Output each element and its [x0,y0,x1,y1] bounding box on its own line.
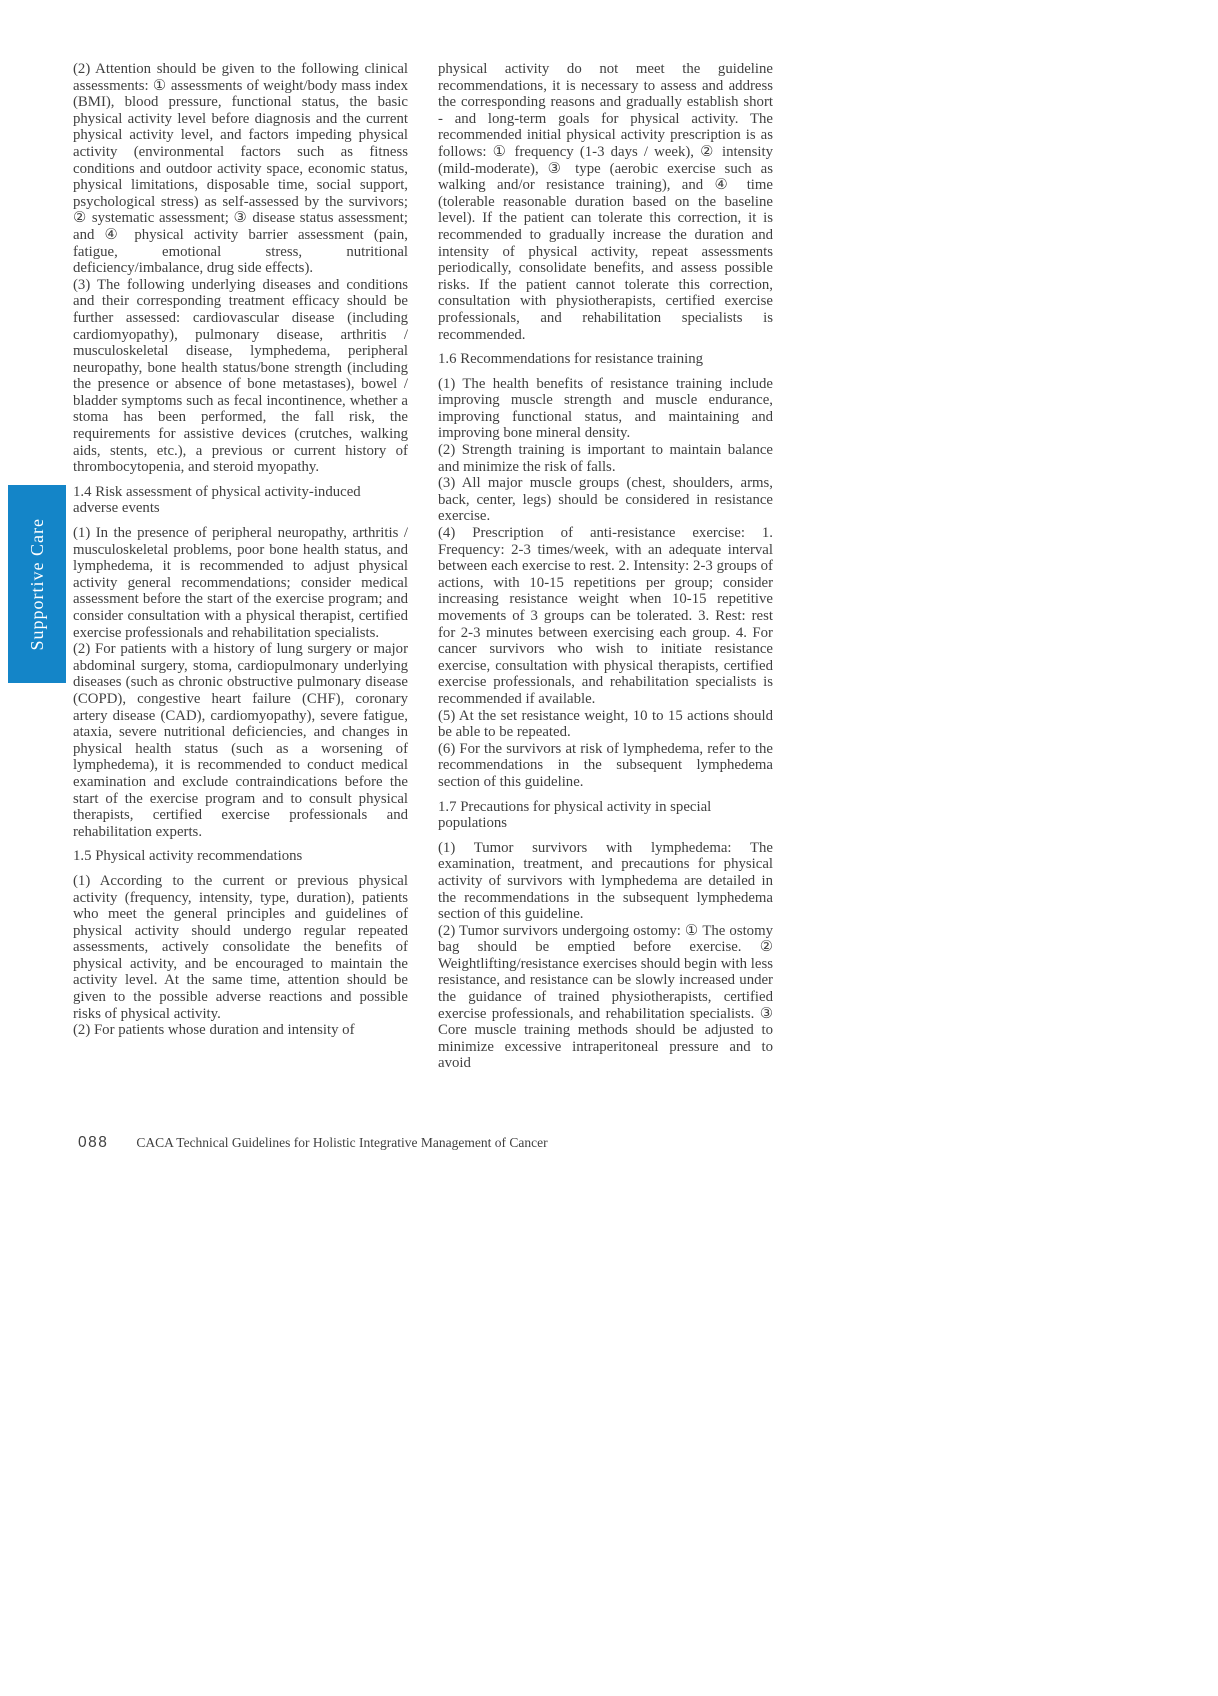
footer-title: CACA Technical Guidelines for Holistic Integrative Management of Cancer [136,1135,548,1150]
chapter-tab-label: Supportive Care [26,517,47,651]
body-paragraph: (1) The health benefits of resistance training include improving muscle strength and muscle endurance, improving functional status, and maintaining and improving bone mineral density. [438,375,773,442]
body-paragraph: physical activity do not meet the guideline recommendations, it is necessary to assess and address the corresponding reasons and gradually establish short - and long-term goals for physical activity. The recommended initial physical activity prescription is as follows: ① frequency (1-3 days / week), ② intensity (mild-moderate), ③ type (aerobic exercise such as walking and/or resistance training), and ④ time (tolerable reasonable duration based on the baseline level). If the patient can tolerate this correction, it is recommended to gradually increase the duration and intensity of physical activity, repeat assessments periodically, consolidate benefits, and assess possible risks. If the patient cannot tolerate this correction, consultation with physiotherapists, certified exercise professionals, and rehabilitation specialists is recommended. [438,61,773,343]
right-column [438,61,773,1072]
section-heading: 1.4 Risk assessment of physical activity-induced adverse events [73,483,361,517]
body-paragraph: (1) In the presence of peripheral neuropathy, arthritis / musculoskeletal problems, poor bone health status, and lymphedema, it is recommended to adjust physical activity general recommendations; consider medical assessment before the start of the exercise program; and consider consultation with a physical therapist, certified exercise professionals and rehabilitation specialists. [73,525,408,641]
body-paragraph: (2) Strength training is important to maintain balance and minimize the risk of falls. [438,442,773,475]
body-paragraph: (3) The following underlying diseases and conditions and their corresponding treatment efficacy should be further assessed: cardiovascular disease (including cardiomyopathy), pulmonary disease, arthritis / musculoskeletal disease, lymphedema, peripheral neuropathy, bone health status/bone strength (including the presence or absence of bone metastases), bowel / bladder symptoms such as fecal incontinence, whether a stoma has been performed, the fall risk, the requirements for assistive devices (crutches, walking aids, stents, etc.), a previous or current history of thrombocytopenia, and steroid myopathy. [73,276,408,476]
body-paragraph: (2) For patients whose duration and intensity of [73,1022,355,1039]
body-paragraph: (6) For the survivors at risk of lymphedema, refer to the recommendations in the subsequent lymphedema section of this guideline. [438,740,773,790]
body-paragraph: (3) All major muscle groups (chest, shoulders, arms, back, center, legs) should be considered in resistance exercise. [438,475,773,525]
body-paragraph: (4) Prescription of anti-resistance exercise: 1. Frequency: 2-3 times/week, with an adequate interval between each exercise to rest. 2. Intensity: 2-3 groups of actions, with 10-15 repetitions per group; consider increasing resistance weight when 10-15 repetitive movements of 3 groups can be tolerated. 3. Rest: rest for 2-3 minutes between exercising each group. 4. For cancer survivors who wish to initiate resistance exercise, consultation with physical therapists, certified exercise professionals, and rehabilitation specialists is recommended if available. [438,525,773,707]
left-column [73,61,408,1072]
body-paragraph: (1) Tumor survivors with lymphedema: The examination, treatment, and precautions for physical activity of survivors with lymphedema are detailed in the recommendations in the subsequent lymphedema section of this guideline. [438,839,773,923]
two-column-text [73,61,773,1072]
body-paragraph: (2) Attention should be given to the following clinical assessments: ① assessments of weight/body mass index (BMI), blood pressure, functional status, the basic physical activity level before diagnosis and the current physical activity level, and factors impeding physical activity (environmental factors such as fitness conditions and outdoor activity space, economic status, physical limitations, disposable time, social support, psychological stress) as self-assessed by the survivors; ② systematic assessment; ③ disease status assessment; and ④ physical activity barrier assessment (pain, fatigue, emotional stress, nutritional deficiency/imbalance, drug side effects). [73,61,408,277]
body-paragraph: (2) For patients with a history of lung surgery or major abdominal surgery, stoma, cardiopulmonary underlying diseases (such as chronic obstructive pulmonary disease (COPD), congestive heart failure (CHF), coronary artery disease (CAD), cardiomyopathy), severe fatigue, ataxia, severe nutritional deficiencies, and changes in physical health status (such as a worsening of lymphedema), it is recommended to conduct medical examination and exclude contraindications before the start of the exercise program and to consult physical therapists, certified exercise professionals and rehabilitation experts. [73,641,408,840]
section-heading: 1.6 Recommendations for resistance training [438,351,704,368]
body-paragraph: (5) At the set resistance weight, 10 to 15 actions should be able to be repeated. [438,707,773,741]
section-heading: 1.5 Physical activity recommendations [73,848,303,865]
chapter-tab-supportive-care [8,485,66,683]
body-paragraph: (2) Tumor survivors undergoing ostomy: ① The ostomy bag should be emptied before exercise. ② Weightlifting/resistance exercises should begin with less resistance, and resistance can be slowly increased under the guidance of trained physiotherapists, certified exercise professionals, and rehabilitation specialists. ③ Core muscle training methods should be adjusted to minimize excessive intraperitoneal pressure and to avoid [438,922,773,1072]
page-number: 088 [78,1134,109,1151]
page-footer [78,1134,548,1152]
body-paragraph: (1) According to the current or previous physical activity (frequency, intensity, type, duration), patients who meet the general principles and guidelines of physical activity should undergo regular repeated assessments, actively consolidate the benefits of physical activity, and be encouraged to maintain the activity level. At the same time, attention should be given to the possible adverse reactions and possible risks of physical activity. [73,872,408,1022]
section-heading: 1.7 Precautions for physical activity in special populations [438,798,712,832]
